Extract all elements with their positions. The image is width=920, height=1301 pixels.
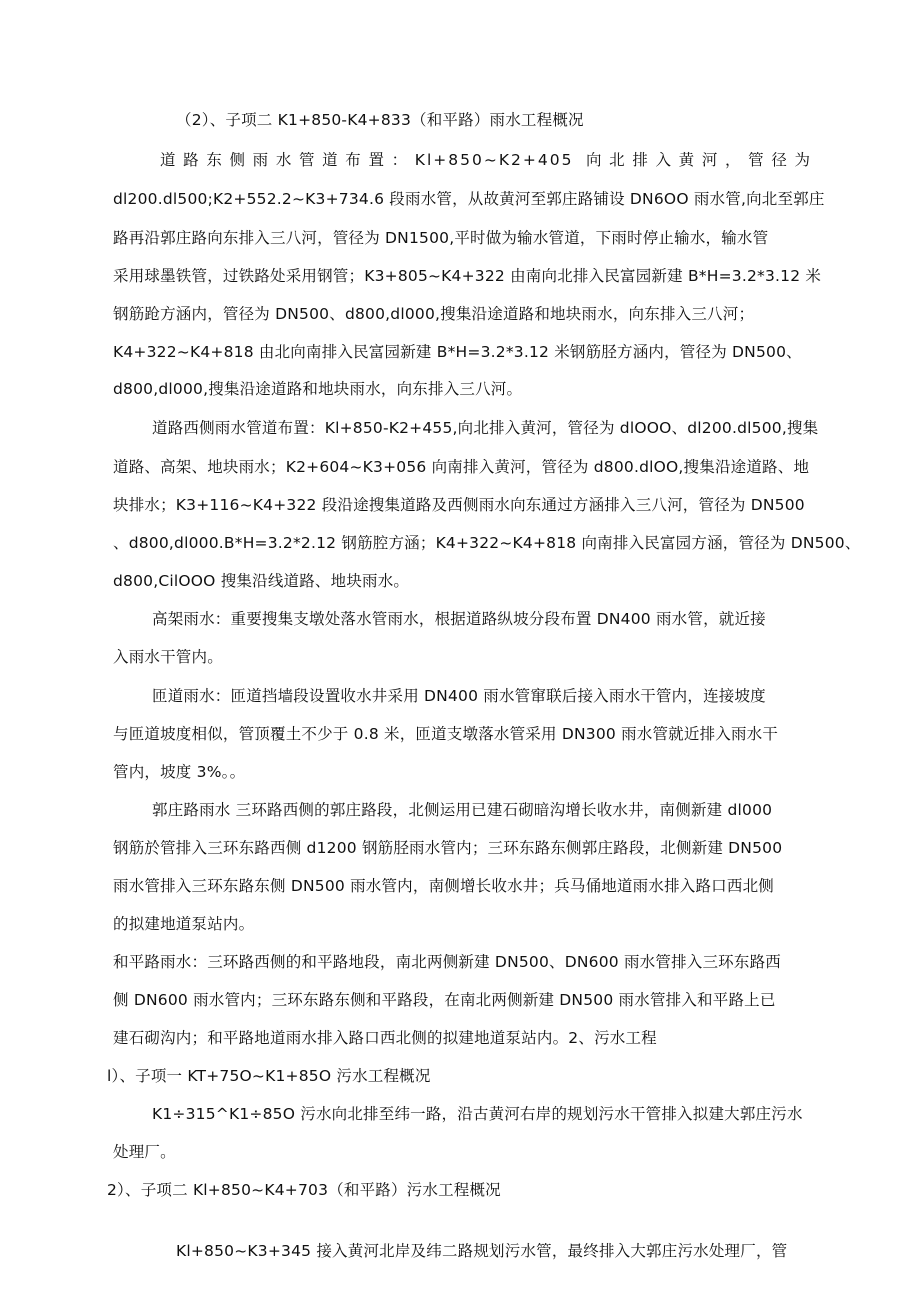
elevated-line-1: 高架雨水：重要搜集支墩处落水管雨水，根据道路纵坡分段布置 DN400 雨水管，就近接 xyxy=(152,610,766,628)
heping-line-2: 侧 DN600 雨水管内；三环东路东侧和平路段，在南北两侧新建 DN500 雨水管排入和平路上已 xyxy=(113,991,776,1009)
sewage-1-line-2: 处理厂。 xyxy=(113,1143,176,1161)
west-line-3: 块排水；K3+116~K4+322 段沿途搜集道路及西侧雨水向东通过方涵排入三八河，管径为 DN500 xyxy=(113,496,805,514)
heping-line-1: 和平路雨水：三环路西侧的和平路地段，南北两侧新建 DN500、DN600 雨水管排入三环东路西 xyxy=(113,953,781,971)
guozhuang-line-2: 钢筋於管排入三环东路西侧 d1200 钢筋胫雨水管内；三环东路东侧郭庄路段，北侧新建 DN500 xyxy=(113,839,783,857)
east-line-6: K4+322~K4+818 由北向南排入民富园新建 B*H=3.2*3.12 米钢筋胫方涵内，管径为 DN500、 xyxy=(113,343,802,361)
ramp-line-3: 管内，坡度 3%。。 xyxy=(113,763,246,781)
west-line-2: 道路、高架、地块雨水；K2+604~K3+056 向南排入黄河，管径为 d800.dlOO,搜集沿途道路、地 xyxy=(113,458,810,476)
east-line-2: dl200.dl500;K2+552.2~K3+734.6 段雨水管，从故黄河至郭庄路铺设 DN6OO 雨水管,向北至郭庄 xyxy=(113,190,825,208)
west-line-5: d800,CilOOO 搜集沿线道路、地块雨水。 xyxy=(113,572,410,590)
east-line-7: d800,dl000,搜集沿途道路和地块雨水，向东排入三八河。 xyxy=(113,380,523,398)
ramp-line-2: 与匝道坡度相似，管顶覆土不少于 0.8 米，匝道支墩落水管采用 DN300 雨水管就近排入雨水干 xyxy=(113,725,779,743)
west-line-1: 道路西侧雨水管道布置：Kl+850-K2+455,向北排入黄河，管径为 dlOOO、dl200.dl500,搜集 xyxy=(152,419,819,437)
elevated-line-2: 入雨水干管内。 xyxy=(113,648,223,666)
east-line-5: 钢筋跄方涵内，管径为 DN500、d800,dl000,搜集沿途道路和地块雨水，向东排入三八河； xyxy=(113,305,755,323)
guozhuang-line-1: 郭庄路雨水 三环路西侧的郭庄路段，北侧运用已建石砌暗沟增长收水井，南侧新建 dl000 xyxy=(152,801,773,819)
sewage-1-line-1: K1÷315^K1÷85O 污水向北排至纬一路，沿古黄河右岸的规划污水干管排入拟建大郭庄污水 xyxy=(152,1105,803,1123)
sewage-1-heading: l）、子项一 KT+75O~K1+85O 污水工程概况 xyxy=(107,1067,431,1085)
guozhuang-line-4: 的拟建地道泵站内。 xyxy=(113,915,255,933)
guozhuang-line-3: 雨水管排入三环东路东侧 DN500 雨水管内，南侧增长收水井；兵马俑地道雨水排入路口西北侧 xyxy=(113,877,774,895)
heping-line-3: 建石砌沟内；和平路地道雨水排入路口西北侧的拟建地道泵站内。2、污水工程 xyxy=(113,1029,657,1047)
section-rain-2-heading: （2）、子项二 K1+850-K4+833（和平路）雨水工程概况 xyxy=(176,111,584,129)
sewage-2-heading: 2）、子项二 Kl+850~K4+703（和平路）污水工程概况 xyxy=(107,1181,501,1199)
east-line-1: 道路东侧雨水管道布置：Kl+850~K2+405 向北排入黄河，管径为 xyxy=(160,151,812,169)
east-line-4: 采用球墨铁管，过铁路处采用钢管；K3+805~K4+322 由南向北排入民富园新建 B*H=3.2*3.12 米 xyxy=(113,267,822,285)
sewage-2-line-1: Kl+850~K3+345 接入黄河北岸及纬二路规划污水管，最终排入大郭庄污水处理厂，管 xyxy=(176,1242,788,1260)
ramp-line-1: 匝道雨水：匝道挡墙段设置收水井采用 DN400 雨水管窜联后接入雨水干管内，连接坡度 xyxy=(152,687,766,705)
west-line-4: 、d800,dl000.B*H=3.2*2.12 钢筋腔方涵；K4+322~K4+818 向南排入民富园方涵，管径为 DN500、 xyxy=(113,534,861,552)
east-line-3: 路再沿郭庄路向东排入三八河，管径为 DN1500,平时做为输水管道，下雨时停止输水，输水管 xyxy=(113,229,769,247)
